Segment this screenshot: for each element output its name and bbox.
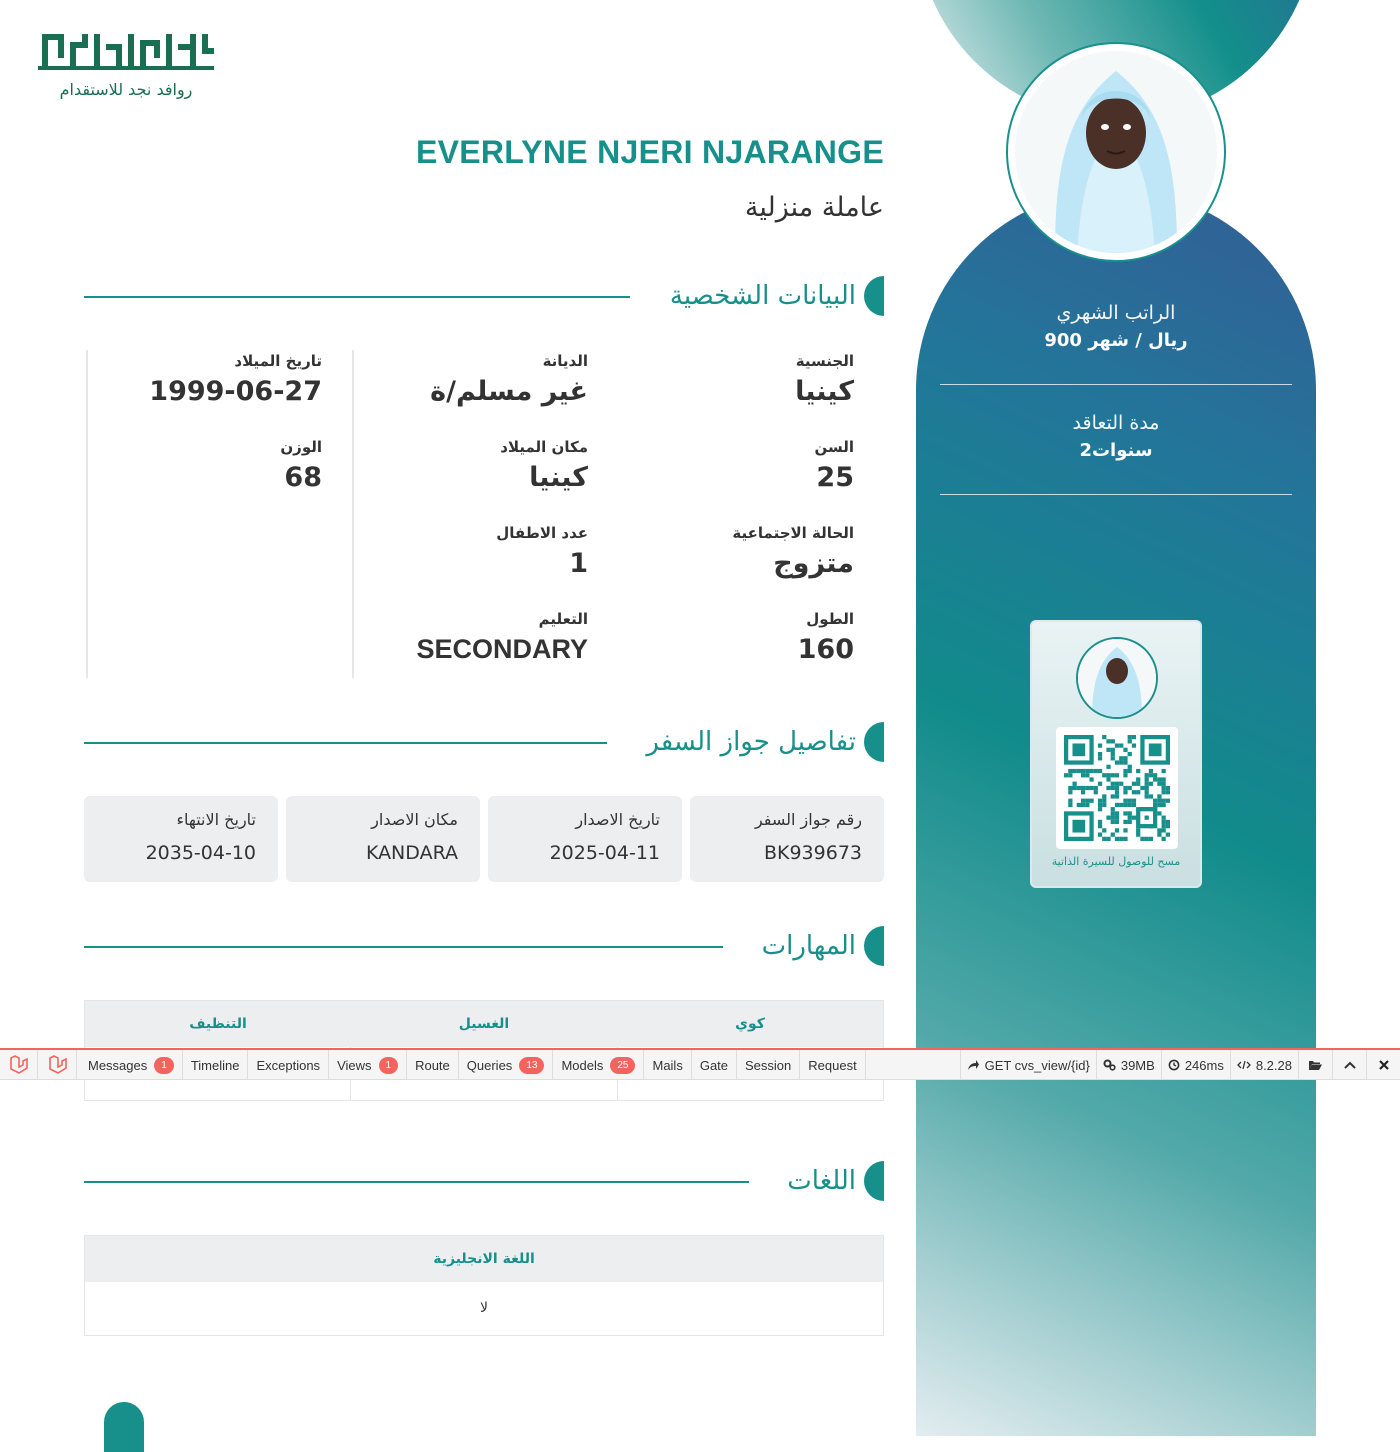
field-birthdate [149, 352, 322, 407]
side-panel [916, 0, 1316, 1436]
field-value: غير مسلم/ة [430, 376, 588, 407]
debug-tab-label: Timeline [190, 1057, 240, 1073]
field-label: تاريخ الميلاد [234, 352, 322, 370]
field-value: متزوج [773, 548, 854, 579]
section-line [84, 946, 723, 948]
debug-tab-gate[interactable] [692, 1050, 737, 1080]
table-cell: لا [480, 1300, 488, 1316]
debug-tabs [80, 1050, 866, 1080]
debug-tab-label: Views [337, 1057, 372, 1073]
debug-tab-badge: 1 [379, 1057, 399, 1074]
field-label: السن [814, 438, 854, 456]
field-nationality [795, 352, 854, 407]
debug-time-text: 246ms [1184, 1057, 1224, 1073]
field-label: الحالة الاجتماعية [732, 524, 854, 542]
qr-code-icon [1064, 735, 1170, 841]
languages-table-header [85, 1236, 883, 1282]
section-languages [84, 1161, 884, 1203]
debug-tab-badge: 25 [610, 1057, 635, 1074]
section-title: تفاصيل جواز السفر [646, 727, 856, 757]
logo-mark-icon [38, 30, 216, 74]
qr-caption: مسح للوصول للسيرة الذاتية [1051, 855, 1181, 868]
table-header-cell: الغسيل [458, 1016, 510, 1032]
divider [940, 494, 1292, 495]
maximize-button[interactable] [1332, 1050, 1366, 1080]
passport-label: مكان الاصدار [371, 810, 458, 829]
debug-route-text: GET cvs_view/{id} [984, 1057, 1090, 1073]
passport-value: KANDARA [365, 842, 458, 864]
section-title: المهارات [761, 931, 856, 961]
debug-tab-request[interactable] [800, 1050, 865, 1080]
close-button[interactable] [1366, 1050, 1400, 1080]
salary-label: الراتب الشهري [1056, 302, 1176, 324]
logo-text: روافد نجد للاستقدام [59, 80, 193, 99]
passport-issue-place-card [286, 796, 480, 882]
field-value: 1999-06-27 [149, 376, 322, 407]
debug-tab-views[interactable] [329, 1050, 407, 1080]
debug-tab-label: Gate [699, 1057, 729, 1073]
field-value: SECONDARY [416, 634, 588, 664]
section-title: اللغات [787, 1166, 856, 1196]
field-label: الديانة [542, 352, 588, 370]
passport-label: تاريخ الاصدار [575, 810, 660, 829]
section-skills [84, 926, 884, 968]
field-education [416, 610, 588, 665]
laravel-logo-icon[interactable] [0, 1050, 38, 1080]
passport-issue-date-card [488, 796, 682, 882]
section-line [84, 1181, 749, 1183]
field-value: 68 [284, 462, 322, 493]
job-title: عاملة منزلية [744, 192, 884, 223]
person-avatar-icon [1078, 639, 1156, 717]
personal-grid [84, 350, 884, 678]
debug-tab-label: Mails [652, 1057, 683, 1073]
section-marker [864, 276, 884, 316]
debug-route[interactable] [960, 1050, 1096, 1080]
section-line [84, 742, 607, 744]
field-label: الجنسية [795, 352, 854, 370]
field-age [814, 438, 854, 493]
field-label: الوزن [280, 438, 322, 456]
clock-icon [1168, 1059, 1180, 1071]
field-label: مكان الميلاد [500, 438, 588, 456]
candidate-name: EVERLYNE NJERI NJARANGE [415, 134, 884, 170]
section-personal [84, 276, 884, 318]
chevron-up-icon [1344, 1061, 1356, 1069]
field-marital-status [732, 524, 854, 579]
debug-tab-timeline[interactable] [183, 1050, 249, 1080]
section-marker [864, 722, 884, 762]
debug-tab-label: Route [415, 1057, 450, 1073]
section-marker [864, 926, 884, 966]
share-arrow-icon [967, 1059, 980, 1071]
debug-tab-label: Exceptions [256, 1057, 321, 1073]
passport-value: 2025-04-11 [549, 842, 660, 864]
personal-column [618, 350, 884, 678]
field-value: كينيا [795, 376, 854, 407]
skills-table-header [85, 1001, 883, 1047]
debug-tab-exceptions[interactable] [248, 1050, 329, 1080]
debug-tab-label: Request [808, 1057, 857, 1073]
field-value: 25 [816, 462, 854, 493]
field-value: 160 [797, 634, 854, 665]
field-children [496, 524, 588, 579]
folder-open-icon [1308, 1059, 1323, 1071]
candidate-photo [1015, 51, 1217, 253]
table-header-cell: كوي [735, 1016, 765, 1032]
personal-column [86, 350, 352, 678]
laravel-logo-icon[interactable] [39, 1050, 77, 1080]
debug-tab-route[interactable] [407, 1050, 459, 1080]
debug-tab-label: Session [745, 1057, 792, 1073]
salary-stat [940, 302, 1292, 351]
section-marker [104, 1402, 144, 1452]
debug-tab-mails[interactable] [644, 1050, 691, 1080]
debug-tab-label: Queries [466, 1057, 513, 1073]
passport-label: رقم جواز السفر [754, 810, 862, 829]
debug-time[interactable] [1161, 1050, 1230, 1080]
debug-status [960, 1050, 1400, 1080]
debug-php-text: 8.2.28 [1255, 1057, 1292, 1073]
debug-tab-queries[interactable] [459, 1050, 554, 1080]
debug-tab-badge: 1 [154, 1057, 174, 1074]
person-photo-icon [1015, 51, 1217, 253]
debug-memory-text: 39MB [1120, 1057, 1155, 1073]
debug-bar [0, 1048, 1400, 1080]
close-icon [1379, 1060, 1389, 1070]
cogs-icon [1103, 1059, 1116, 1071]
field-label: عدد الاطفال [496, 524, 588, 542]
debug-tab-messages[interactable] [80, 1050, 183, 1080]
passport-value: 2035-04-10 [145, 842, 256, 864]
qr-code[interactable] [1056, 727, 1178, 849]
debug-tab-label: Models [561, 1057, 604, 1073]
passport-number-card [690, 796, 884, 882]
table-header-cell: اللغة الانجليزية [433, 1251, 535, 1267]
passport-expiry-card [84, 796, 278, 882]
field-weight [280, 438, 322, 493]
field-label: الطول [806, 610, 854, 628]
debug-tab-session[interactable] [737, 1050, 800, 1080]
field-value: كينيا [529, 462, 588, 493]
table-header-cell: التنظيف [189, 1016, 247, 1032]
section-passport [84, 722, 884, 764]
languages-table-body [85, 1282, 883, 1335]
field-value: 1 [569, 548, 588, 579]
debug-memory[interactable] [1096, 1050, 1161, 1080]
contract-value: 2سنوات [1079, 440, 1153, 461]
section-title: البيانات الشخصية [669, 281, 856, 311]
qr-card[interactable] [1030, 620, 1202, 888]
debug-tab-models[interactable] [553, 1050, 644, 1080]
open-folder-button[interactable] [1298, 1050, 1332, 1080]
section-line [84, 296, 630, 298]
field-height [798, 610, 854, 665]
passport-value: BK939673 [763, 842, 862, 864]
divider [940, 384, 1292, 385]
debug-php-version[interactable] [1230, 1050, 1298, 1080]
salary-value: 900 ريال / شهر [1044, 330, 1188, 351]
languages-table [84, 1235, 884, 1336]
section-marker [864, 1161, 884, 1201]
personal-column [352, 350, 618, 678]
field-label: التعليم [538, 610, 588, 628]
qr-avatar [1076, 637, 1158, 719]
debug-tab-badge: 13 [519, 1057, 544, 1074]
field-religion [430, 352, 588, 407]
debug-tab-label: Messages [88, 1057, 148, 1073]
code-icon [1237, 1059, 1251, 1071]
contract-label: مدة التعاقد [1072, 412, 1160, 434]
field-birthplace [500, 438, 588, 493]
company-logo [38, 30, 218, 104]
contract-stat [940, 412, 1292, 461]
passport-label: تاريخ الانتهاء [176, 810, 256, 829]
